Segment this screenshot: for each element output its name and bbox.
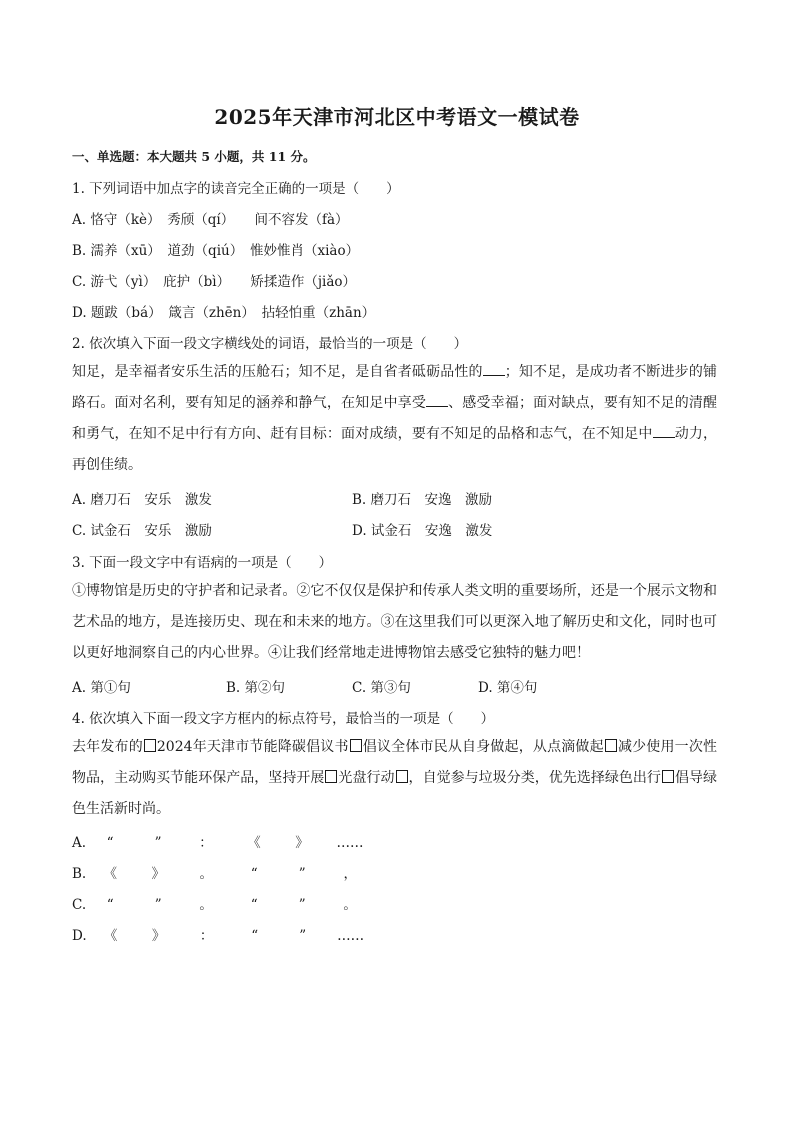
option-label: A. xyxy=(72,835,87,851)
question-1-option-a: A. 恪守（kè） 秀颀（qí） 间不容发（fà） xyxy=(72,212,349,228)
passage-text: ，自觉参与垃圾分类，优先选择绿色出行 xyxy=(408,770,661,786)
option-symbol: 《 xyxy=(103,928,118,944)
question-4-option-d xyxy=(72,924,375,944)
blank-line xyxy=(483,363,505,376)
question-3-option-d: D. 第④句 xyxy=(478,680,538,696)
question-2-option-b: B. 磨刀石 安逸 激励 xyxy=(352,492,493,508)
option-symbol: ” xyxy=(299,928,307,944)
question-1-option-c: C. 游弋（yì） 庇护（bì） 矫揉造作（jiǎo） xyxy=(72,274,357,290)
question-2-option-d: D. 试金石 安逸 激发 xyxy=(352,523,493,539)
passage-text: 2024年天津市节能降碳倡议书 xyxy=(156,739,349,755)
question-3-stem: 3. 下面一段文字中有语病的一项是（ ） xyxy=(72,555,333,571)
question-2-option-a: A. 磨刀石 安乐 激发 xyxy=(72,492,212,508)
option-symbol: 》 xyxy=(151,928,166,944)
option-symbol: 。 xyxy=(199,897,213,913)
option-symbol: “ xyxy=(106,897,114,913)
page-title: 2025年天津市河北区中考语文一模试卷 xyxy=(214,105,580,129)
question-3-option-b: B. 第②句 xyxy=(226,680,286,696)
option-symbol: 》 xyxy=(151,866,165,882)
question-4-option-c xyxy=(72,893,374,913)
option-symbol: 。 xyxy=(343,897,357,913)
punctuation-box xyxy=(325,770,337,783)
passage-text: 减少使用一次性物品，主动购买节能环保产品，坚持开展 xyxy=(72,739,718,786)
option-symbol: ： xyxy=(199,928,214,944)
option-symbol: ” xyxy=(154,835,162,851)
punctuation-box xyxy=(605,739,617,752)
option-symbol: ” xyxy=(298,897,306,913)
passage-text: 动力，再创佳绩。 xyxy=(72,426,718,473)
option-symbol: ： xyxy=(199,835,213,851)
section-heading: 一、单选题：本大题共 5 小题，共 11 分。 xyxy=(72,149,316,164)
passage-text: 光盘行动 xyxy=(338,770,395,786)
option-symbol: “ xyxy=(250,897,258,913)
passage-text: ；知不足，是成功者不断进步的铺路石。面对名利，要有知足的涵养和静气，在知足中享受 xyxy=(72,364,718,411)
question-1-option-b: B. 濡养（xū） 道劲（qiú） 惟妙惟肖（xiào） xyxy=(72,243,360,259)
option-symbol: “ xyxy=(250,866,258,882)
option-symbol: ， xyxy=(343,866,357,882)
question-4-option-b xyxy=(72,862,374,882)
question-3-option-c: C. 第③句 xyxy=(352,680,411,696)
option-symbol: ” xyxy=(154,897,162,913)
question-4-passage xyxy=(72,732,717,825)
blank-line xyxy=(426,394,448,407)
question-3-passage: ①博物馆是历史的守护者和记录者。②它不仅仅是保护和传承人类文明的重要场所，还是一个展示文物和艺术品的地方，是连接历史、现在和未来的地方。③在这里我们可以更深入地了解历史和文化，同时也可以更好地洞察自己的内心世界。④让我们经常地走进博物馆去感受它独特的魅力吧！ xyxy=(72,583,717,661)
question-4-option-a xyxy=(72,831,374,851)
passage-text: 知足，是幸福者安乐生活的压舱石；知不足，是自省者砥砺品性的 xyxy=(72,364,483,380)
passage-text: 倡导绿色生活新时尚。 xyxy=(72,770,718,817)
option-label: B. xyxy=(72,866,87,882)
option-symbol: “ xyxy=(106,835,114,851)
punctuation-box xyxy=(662,770,674,783)
passage-text: 倡议全体市民从自身做起，从点滴做起 xyxy=(362,739,604,755)
option-symbol: ” xyxy=(298,866,306,882)
question-2-stem: 2. 依次填入下面一段文字横线处的词语，最恰当的一项是（ ） xyxy=(72,336,468,352)
option-symbol: 》 xyxy=(295,835,309,851)
option-symbol: …… xyxy=(336,835,364,851)
option-symbol: …… xyxy=(337,928,365,944)
question-2-option-c: C. 试金石 安乐 激励 xyxy=(72,523,212,539)
blank-line xyxy=(653,425,675,438)
passage-text: 、感受幸福；面对缺点，要有知不足的清醒和勇气，在知不足中行有方向、赶有目标：面对成绩，要有不知足的品格和志气，在不知足中 xyxy=(72,395,718,442)
option-label: D. xyxy=(72,928,87,944)
option-symbol: 《 xyxy=(103,866,117,882)
option-label: C. xyxy=(72,897,87,913)
option-symbol: 《 xyxy=(247,835,261,851)
question-4-stem: 4. 依次填入下面一段文字方框内的标点符号，最恰当的一项是（ ） xyxy=(72,711,495,727)
question-2-passage xyxy=(72,357,717,481)
option-symbol: “ xyxy=(251,928,259,944)
option-symbol: 。 xyxy=(199,866,213,882)
punctuation-box xyxy=(350,739,362,752)
punctuation-box xyxy=(144,739,156,752)
passage-text: 去年发布的 xyxy=(72,739,143,755)
question-1-stem: 1. 下列词语中加点字的读音完全正确的一项是（ ） xyxy=(72,181,400,197)
question-3-option-a: A. 第①句 xyxy=(72,680,131,696)
punctuation-box xyxy=(396,770,408,783)
question-1-option-d: D. 题跋（bá） 箴言（zhēn） 拈轻怕重（zhān） xyxy=(72,305,376,321)
